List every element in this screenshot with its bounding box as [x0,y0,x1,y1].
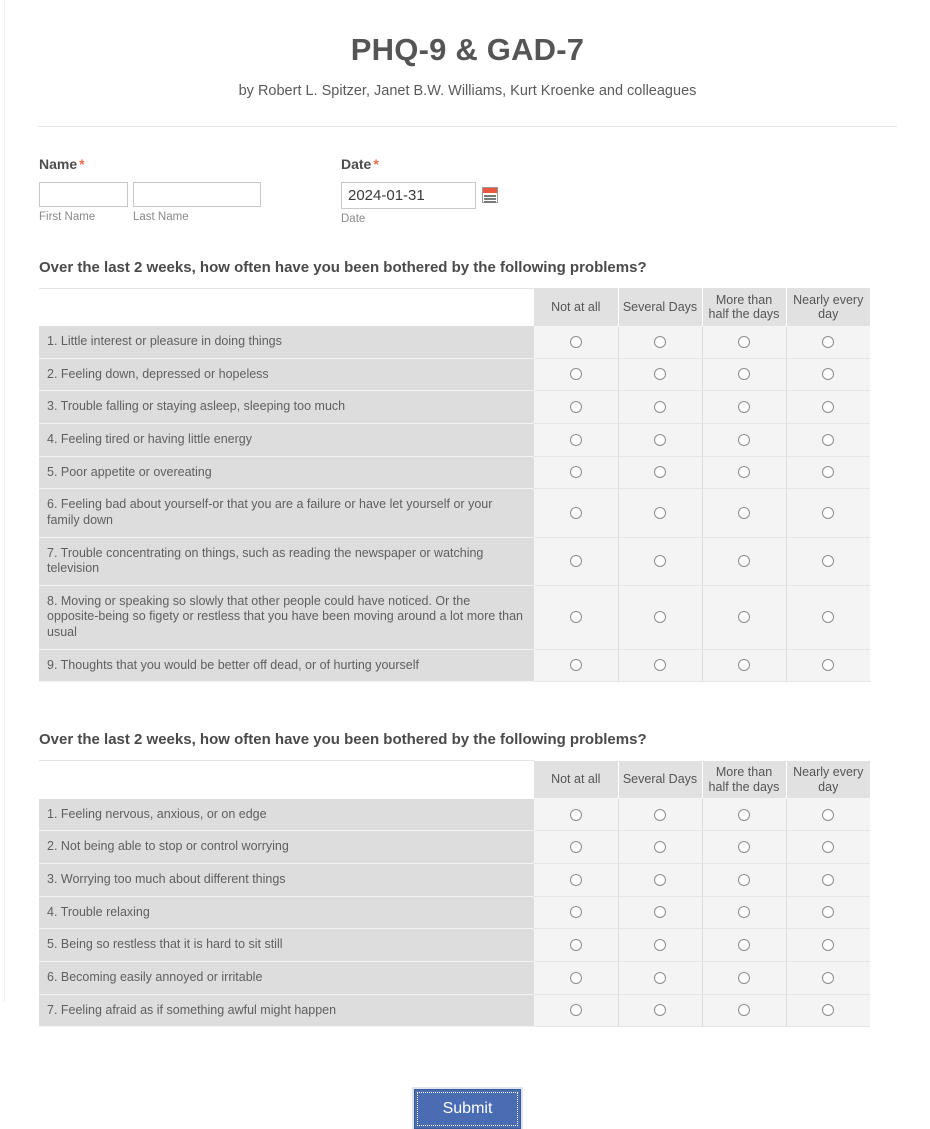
gad7-radio-cell-0-0[interactable] [534,799,618,831]
radio-icon[interactable] [570,809,582,821]
gad7-radio-cell-0-1[interactable] [618,799,702,831]
radio-icon[interactable] [738,466,750,478]
phq9-item-label-0: 1. Little interest or pleasure in doing things [39,326,534,358]
gad7-col-header-1: Several Days [618,761,702,799]
table-row [39,831,870,864]
phq9-radio-cell-2-0[interactable] [534,391,618,424]
gad7-item-label-4: 5. Being so restless that it is hard to sit still [39,929,534,962]
phq9-item-label-4: 5. Poor appetite or overeating [39,456,534,489]
gad7-radio-cell-5-1[interactable] [618,961,702,994]
radio-icon[interactable] [822,972,834,984]
date-input-group [341,182,476,227]
gad7-item-label-3: 4. Trouble relaxing [39,896,534,929]
gad7-radio-cell-2-0[interactable] [534,864,618,897]
submit-area [5,1089,930,1129]
date-label-text: Date [341,156,372,173]
gad7-radio-cell-1-3[interactable] [786,831,870,864]
radio-icon[interactable] [738,1004,750,1016]
phq9-radio-cell-0-3[interactable] [786,326,870,358]
radio-icon[interactable] [822,939,834,951]
radio-icon[interactable] [570,434,582,446]
gad7-radio-cell-4-3[interactable] [786,929,870,962]
date-field-block [341,157,498,226]
identity-fields-row [5,127,930,226]
gad7-item-label-0: 1. Feeling nervous, anxious, or on edge [39,799,534,831]
table-row [39,896,870,929]
phq9-matrix-body [39,326,870,682]
gad7-radio-cell-2-1[interactable] [618,864,702,897]
radio-icon[interactable] [738,659,750,671]
gad7-matrix-body [39,799,870,1027]
phq9-radio-cell-7-1[interactable] [618,585,702,649]
name-label [39,157,341,172]
gad7-radio-cell-3-0[interactable] [534,896,618,929]
last-name-group [133,182,261,225]
gad7-radio-cell-6-0[interactable] [534,994,618,1027]
table-row [39,489,870,537]
gad7-item-label-5: 6. Becoming easily annoyed or irritable [39,961,534,994]
phq9-header-row [39,288,870,326]
radio-icon[interactable] [654,611,666,623]
radio-icon[interactable] [738,939,750,951]
phq9-radio-cell-7-0[interactable] [534,585,618,649]
table-row [39,585,870,649]
radio-icon[interactable] [738,434,750,446]
table-row [39,326,870,358]
phq9-radio-cell-8-1[interactable] [618,649,702,682]
radio-icon[interactable] [738,401,750,413]
name-label-text: Name [39,156,78,173]
radio-icon[interactable] [738,972,750,984]
radio-icon[interactable] [570,1004,582,1016]
survey-form-card [4,0,930,1118]
phq9-radio-cell-2-2[interactable] [702,391,786,424]
radio-icon[interactable] [822,507,834,519]
radio-icon[interactable] [654,434,666,446]
gad7-col-header-2: More than half the days [702,761,786,799]
phq9-radio-cell-1-3[interactable] [786,358,870,391]
gad7-radio-cell-5-0[interactable] [534,961,618,994]
gad7-item-label-6: 7. Feeling afraid as if something awful might happen [39,994,534,1027]
gad7-col-header-0: Not at all [534,761,618,799]
phq9-radio-cell-5-2[interactable] [702,489,786,537]
phq9-matrix [39,288,870,683]
radio-icon[interactable] [822,401,834,413]
radio-icon[interactable] [738,336,750,348]
radio-icon[interactable] [654,336,666,348]
radio-icon[interactable] [654,841,666,853]
name-required-marker: * [79,156,85,173]
radio-icon[interactable] [654,906,666,918]
radio-icon[interactable] [822,906,834,918]
radio-icon[interactable] [570,659,582,671]
radio-icon[interactable] [570,555,582,567]
gad7-radio-cell-1-1[interactable] [618,831,702,864]
phq9-radio-cell-2-3[interactable] [786,391,870,424]
radio-icon[interactable] [654,1004,666,1016]
name-field-block [39,157,341,226]
gad7-radio-cell-5-3[interactable] [786,961,870,994]
gad7-radio-cell-4-2[interactable] [702,929,786,962]
phq9-col-header-3: Nearly every day [786,288,870,326]
last-name-input[interactable] [133,182,261,207]
table-row [39,358,870,391]
radio-icon[interactable] [570,336,582,348]
radio-icon[interactable] [654,809,666,821]
radio-icon[interactable] [738,507,750,519]
gad7-radio-cell-6-2[interactable] [702,994,786,1027]
radio-icon[interactable] [570,906,582,918]
radio-icon[interactable] [822,659,834,671]
phq9-radio-cell-5-1[interactable] [618,489,702,537]
table-row [39,391,870,424]
phq9-item-label-1: 2. Feeling down, depressed or hopeless [39,358,534,391]
radio-icon[interactable] [822,1004,834,1016]
phq9-item-label-7: 8. Moving or speaking so slowly that other people could have noticed. Or the opposite-being so figety or restless that you have been moving around a lot more than usual [39,585,534,649]
gad7-matrix-head [39,761,870,799]
phq9-radio-cell-8-2[interactable] [702,649,786,682]
gad7-radio-cell-4-1[interactable] [618,929,702,962]
phq9-col-header-2: More than half the days [702,288,786,326]
calendar-icon[interactable] [482,187,498,203]
radio-icon[interactable] [654,939,666,951]
date-input[interactable] [341,182,476,209]
radio-icon[interactable] [654,659,666,671]
gad7-header-row [39,761,870,799]
first-name-sublabel: First Name [39,210,96,223]
radio-icon[interactable] [654,466,666,478]
radio-icon[interactable] [822,336,834,348]
radio-icon[interactable] [738,611,750,623]
gad7-col-header-3: Nearly every day [786,761,870,799]
radio-icon[interactable] [822,841,834,853]
gad7-radio-cell-2-3[interactable] [786,864,870,897]
gad7-radio-cell-3-2[interactable] [702,896,786,929]
radio-icon[interactable] [822,874,834,886]
radio-icon[interactable] [570,841,582,853]
table-row [39,994,870,1027]
table-row [39,537,870,585]
radio-icon[interactable] [738,906,750,918]
phq9-radio-cell-0-2[interactable] [702,326,786,358]
gad7-item-label-2: 3. Worrying too much about different things [39,864,534,897]
gad7-matrix [39,760,870,1027]
phq9-header-blank [39,288,534,326]
radio-icon[interactable] [738,809,750,821]
gad7-radio-cell-4-0[interactable] [534,929,618,962]
radio-icon[interactable] [822,555,834,567]
phq9-radio-cell-5-0[interactable] [534,489,618,537]
last-name-sublabel: Last Name [133,210,189,223]
radio-icon[interactable] [822,434,834,446]
gad7-radio-cell-1-0[interactable] [534,831,618,864]
phq9-radio-cell-6-1[interactable] [618,537,702,585]
phq9-col-header-0: Not at all [534,288,618,326]
phq9-radio-cell-2-1[interactable] [618,391,702,424]
submit-button[interactable]: Submit [414,1089,522,1129]
radio-icon[interactable] [654,401,666,413]
first-name-group [39,182,128,225]
phq9-col-header-1: Several Days [618,288,702,326]
date-required-marker: * [373,156,379,173]
phq9-radio-cell-4-3[interactable] [786,456,870,489]
phq9-radio-cell-6-0[interactable] [534,537,618,585]
table-row [39,424,870,457]
phq9-radio-cell-7-3[interactable] [786,585,870,649]
date-sublabel: Date [341,212,366,225]
page-subtitle: by Robert L. Spitzer, Janet B.W. Williams, Kurt Kroenke and colleagues [238,83,697,100]
phq9-radio-cell-4-2[interactable] [702,456,786,489]
phq9-item-label-5: 6. Feeling bad about yourself-or that you are a failure or have let yourself or your family down [39,489,534,537]
radio-icon[interactable] [570,972,582,984]
gad7-radio-cell-1-2[interactable] [702,831,786,864]
gad7-radio-cell-3-1[interactable] [618,896,702,929]
radio-icon[interactable] [822,809,834,821]
radio-icon[interactable] [738,841,750,853]
table-row [39,799,870,831]
gad7-header-blank [39,761,534,799]
radio-icon[interactable] [738,555,750,567]
phq9-item-label-6: 7. Trouble concentrating on things, such as reading the newspaper or watching television [39,537,534,585]
phq9-item-label-2: 3. Trouble falling or staying asleep, sleeping too much [39,391,534,424]
radio-icon[interactable] [738,874,750,886]
phq9-radio-cell-3-1[interactable] [618,424,702,457]
phq9-radio-cell-6-3[interactable] [786,537,870,585]
phq9-radio-cell-0-0[interactable] [534,326,618,358]
calendar-icon-top [483,188,497,193]
radio-icon[interactable] [654,368,666,380]
radio-icon[interactable] [822,368,834,380]
phq9-radio-cell-4-0[interactable] [534,456,618,489]
gad7-radio-cell-6-3[interactable] [786,994,870,1027]
radio-icon[interactable] [570,874,582,886]
gad7-radio-cell-2-2[interactable] [702,864,786,897]
gad7-radio-cell-0-2[interactable] [702,799,786,831]
table-row [39,864,870,897]
date-input-row [341,182,498,227]
radio-icon[interactable] [738,368,750,380]
calendar-icon-grid [484,195,496,201]
phq9-item-label-3: 4. Feeling tired or having little energy [39,424,534,457]
phq9-radio-cell-8-3[interactable] [786,649,870,682]
radio-icon[interactable] [654,972,666,984]
radio-icon[interactable] [654,555,666,567]
date-label [341,157,498,172]
phq9-radio-cell-6-2[interactable] [702,537,786,585]
radio-icon[interactable] [570,611,582,623]
radio-icon[interactable] [822,611,834,623]
gad7-section [5,731,930,1027]
phq9-radio-cell-4-1[interactable] [618,456,702,489]
phq9-radio-cell-1-1[interactable] [618,358,702,391]
phq9-radio-cell-3-0[interactable] [534,424,618,457]
gad7-item-label-1: 2. Not being able to stop or control worrying [39,831,534,864]
phq9-radio-cell-0-1[interactable] [618,326,702,358]
radio-icon[interactable] [654,507,666,519]
phq9-radio-cell-1-0[interactable] [534,358,618,391]
radio-icon[interactable] [654,874,666,886]
phq9-radio-cell-7-2[interactable] [702,585,786,649]
phq9-radio-cell-1-2[interactable] [702,358,786,391]
radio-icon[interactable] [570,368,582,380]
first-name-input[interactable] [39,182,128,207]
name-subfields [39,182,341,225]
phq9-radio-cell-3-3[interactable] [786,424,870,457]
phq9-item-label-8: 9. Thoughts that you would be better off dead, or of hurting yourself [39,649,534,682]
radio-icon[interactable] [570,939,582,951]
gad7-radio-cell-6-1[interactable] [618,994,702,1027]
table-row [39,456,870,489]
phq9-matrix-head [39,288,870,326]
phq9-radio-cell-8-0[interactable] [534,649,618,682]
radio-icon[interactable] [570,401,582,413]
table-row [39,961,870,994]
table-row [39,929,870,962]
phq9-radio-cell-5-3[interactable] [786,489,870,537]
form-header [5,0,930,100]
phq9-radio-cell-3-2[interactable] [702,424,786,457]
phq9-question: Over the last 2 weeks, how often have you been bothered by the following problems? [39,258,647,276]
gad7-radio-cell-0-3[interactable] [786,799,870,831]
gad7-question: Over the last 2 weeks, how often have you been bothered by the following problems? [39,731,647,749]
gad7-radio-cell-3-3[interactable] [786,896,870,929]
radio-icon[interactable] [570,466,582,478]
page-title: PHQ-9 & GAD-7 [350,32,585,67]
radio-icon[interactable] [570,507,582,519]
phq9-section [5,259,930,683]
section-gap [5,682,930,731]
gad7-radio-cell-5-2[interactable] [702,961,786,994]
table-row [39,649,870,682]
radio-icon[interactable] [822,466,834,478]
